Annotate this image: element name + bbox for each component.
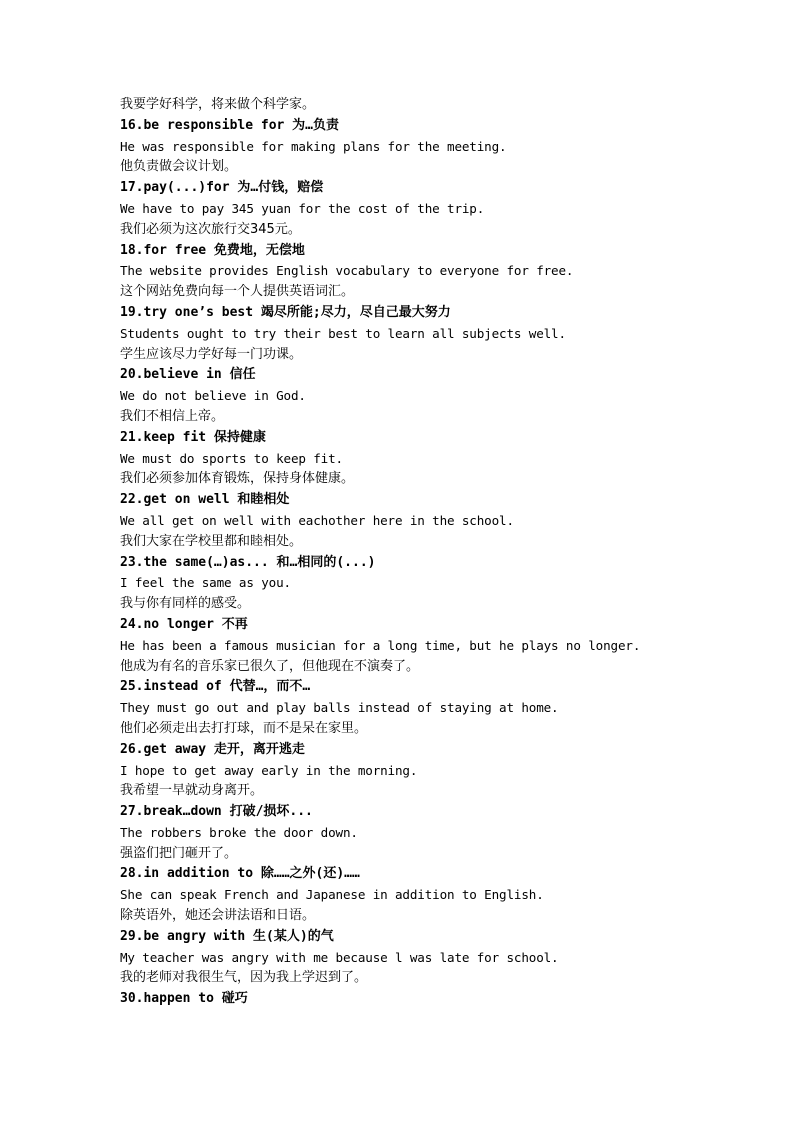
chinese-translation: 这个网站免费向每一个人提供英语词汇。 xyxy=(120,284,355,300)
english-example: He was responsible for making plans for the meeting. xyxy=(120,138,507,154)
phrase-heading: 18.for free 免费地，无偿地 xyxy=(120,242,305,258)
english-example: We must do sports to keep fit. xyxy=(120,450,343,466)
phrase-heading: 17.pay(...)for 为…付钱，赔偿 xyxy=(120,180,324,196)
chinese-translation: 我希望一早就动身离开。 xyxy=(120,783,264,799)
english-example: The robbers broke the door down. xyxy=(120,824,358,840)
chinese-translation: 我们必须为这次旅行交345元。 xyxy=(120,221,301,237)
english-example: She can speak French and Japanese in addition to English. xyxy=(120,887,544,903)
phrase-heading: 22.get on well 和睦相处 xyxy=(120,492,290,508)
phrase-heading: 28.in addition to 除……之外(还)…… xyxy=(120,866,360,882)
english-example: We do not believe in God. xyxy=(120,388,306,404)
chinese-translation: 除英语外，她还会讲法语和日语。 xyxy=(120,908,316,924)
chinese-translation: 他成为有名的音乐家已很久了，但他现在不演奏了。 xyxy=(120,658,420,674)
english-example: I hope to get away early in the morning. xyxy=(120,762,418,778)
phrase-heading: 19.try one’s best 竭尽所能;尽力，尽自己最大努力 xyxy=(120,304,451,320)
chinese-translation: 强盗们把门砸开了。 xyxy=(120,845,238,861)
phrase-heading: 23.the same(…)as... 和…相同的(...) xyxy=(120,554,376,570)
chinese-translation: 我与你有同样的感受。 xyxy=(120,596,251,612)
chinese-translation: 我们必须参加体育锻炼，保持身体健康。 xyxy=(120,471,355,487)
phrase-heading: 21.keep fit 保持健康 xyxy=(120,429,266,445)
english-example: They must go out and play balls instead of staying at home. xyxy=(120,700,559,716)
english-example: My teacher was angry with me because l was late for school. xyxy=(120,949,559,965)
chinese-translation: 我们大家在学校里都和睦相处。 xyxy=(120,533,303,549)
english-example: I feel the same as you. xyxy=(120,575,291,591)
english-example: Students ought to try their best to learn all subjects well. xyxy=(120,325,566,341)
chinese-translation: 我的老师对我很生气，因为我上学迟到了。 xyxy=(120,970,368,986)
phrase-heading: 30.happen to 碰巧 xyxy=(120,991,248,1007)
english-example: We have to pay 345 yuan for the cost of the trip. xyxy=(120,200,485,216)
phrase-heading: 25.instead of 代替…，而不… xyxy=(120,679,311,695)
english-example: We all get on well with eachother here in the school. xyxy=(120,512,514,528)
chinese-translation: 他们必须走出去打打球，而不是呆在家里。 xyxy=(120,720,368,736)
phrase-heading: 16.be responsible for 为…负责 xyxy=(120,117,340,133)
english-example: He has been a famous musician for a long time, but he plays no longer. xyxy=(120,637,641,653)
phrase-heading: 29.be angry with 生(某人)的气 xyxy=(120,928,334,944)
phrase-heading: 20.believe in 信任 xyxy=(120,367,256,383)
document-page xyxy=(120,95,760,1010)
english-example: The website provides English vocabulary to everyone for free. xyxy=(120,263,574,279)
chinese-translation: 我们不相信上帝。 xyxy=(120,408,225,424)
chinese-translation: 学生应该尽力学好每一门功课。 xyxy=(120,346,303,362)
phrase-heading: 24.no longer 不再 xyxy=(120,616,248,632)
phrase-heading: 26.get away 走开，离开逃走 xyxy=(120,741,305,757)
phrase-heading: 27.break…down 打破/损坏... xyxy=(120,804,313,820)
chinese-translation: 他负责做会议计划。 xyxy=(120,159,238,175)
chinese-translation: 我要学好科学，将来做个科学家。 xyxy=(120,97,316,112)
